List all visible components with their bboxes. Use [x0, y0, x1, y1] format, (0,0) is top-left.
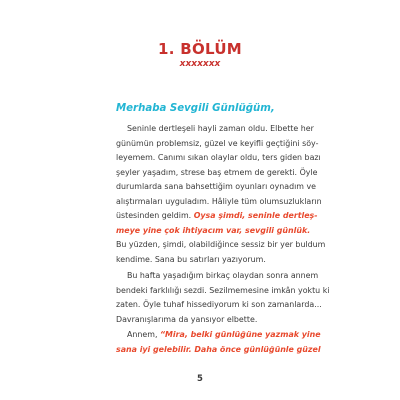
text-line: [116, 224, 311, 239]
body-text: kendime. Sana bu satırları yazıyorum.: [116, 254, 266, 264]
body-text: bendeki farklılığı sezdi. Sezilmemesine imkân yoktu ki: [116, 285, 330, 295]
body-paragraph-2: [116, 269, 330, 327]
body-text: üstesinden geldim.: [116, 211, 194, 220]
chapter-title-decoration: xxxxxxx: [179, 59, 221, 69]
body-text: leyemem. Canımı sıkan olaylar oldu, ters giden bazı: [116, 153, 321, 162]
body-text: Bu hafta yaşadığım birkaç olaydan sonra annem: [127, 271, 319, 280]
text-line: [116, 238, 326, 253]
body-text: günümün problemsiz, güzel ve keyifli geçtiğini söy-: [116, 138, 319, 148]
emphasized-text: sana iyi gelebilir. Daha önce günlüğünle güzel: [116, 344, 321, 354]
emphasized-text: “Mira, belki günlüğüne yazmak yine: [159, 330, 321, 339]
text-line: [116, 137, 319, 152]
diary-greeting: Merhaba Sevgili Günlüğüm,: [116, 103, 275, 114]
text-line: [116, 122, 314, 137]
text-line: [116, 313, 298, 328]
emphasized-text: meye yine çok ihtiyacım var, sevgili günlük.: [116, 225, 311, 235]
page-number: 5: [197, 374, 203, 384]
body-text: Annem,: [127, 330, 160, 339]
body-paragraph-1: [116, 122, 326, 267]
text-line: [116, 209, 318, 224]
text-line: [116, 343, 321, 358]
text-line: [116, 284, 330, 299]
text-line: [116, 298, 322, 313]
text-line: [116, 253, 298, 268]
body-text: Seninle dertleşeli hayli zaman oldu. Elbette her: [127, 124, 314, 133]
body-text: durumlarda sana bahsettiğim oyunları oynadım ve: [116, 182, 317, 191]
body-text: şeyler yaşadım, strese baş etmem de gerekti. Öyle: [116, 167, 318, 177]
text-line: [116, 180, 317, 195]
text-line: [116, 166, 318, 181]
text-line: [116, 195, 322, 210]
body-text: Bu yüzden, şimdi, olabildiğince sessiz bir yer buldum: [116, 240, 326, 249]
chapter-title: 1. BÖLÜM: [157, 40, 243, 58]
text-line: [116, 269, 319, 284]
body-text: alıştırmaları uyguladım. Hâliyle tüm olumsuzlukların: [116, 196, 322, 206]
body-text: Davranışlarıma da yansıyor elbette.: [116, 314, 258, 324]
text-line: [116, 151, 321, 166]
body-paragraph-3: [116, 328, 321, 357]
text-line: [116, 328, 321, 343]
body-text: zaten. Öyle tuhaf hissediyorum ki son zamanlarda...: [116, 300, 322, 309]
emphasized-text: Oysa şimdi, seninle dertleş-: [193, 211, 318, 220]
